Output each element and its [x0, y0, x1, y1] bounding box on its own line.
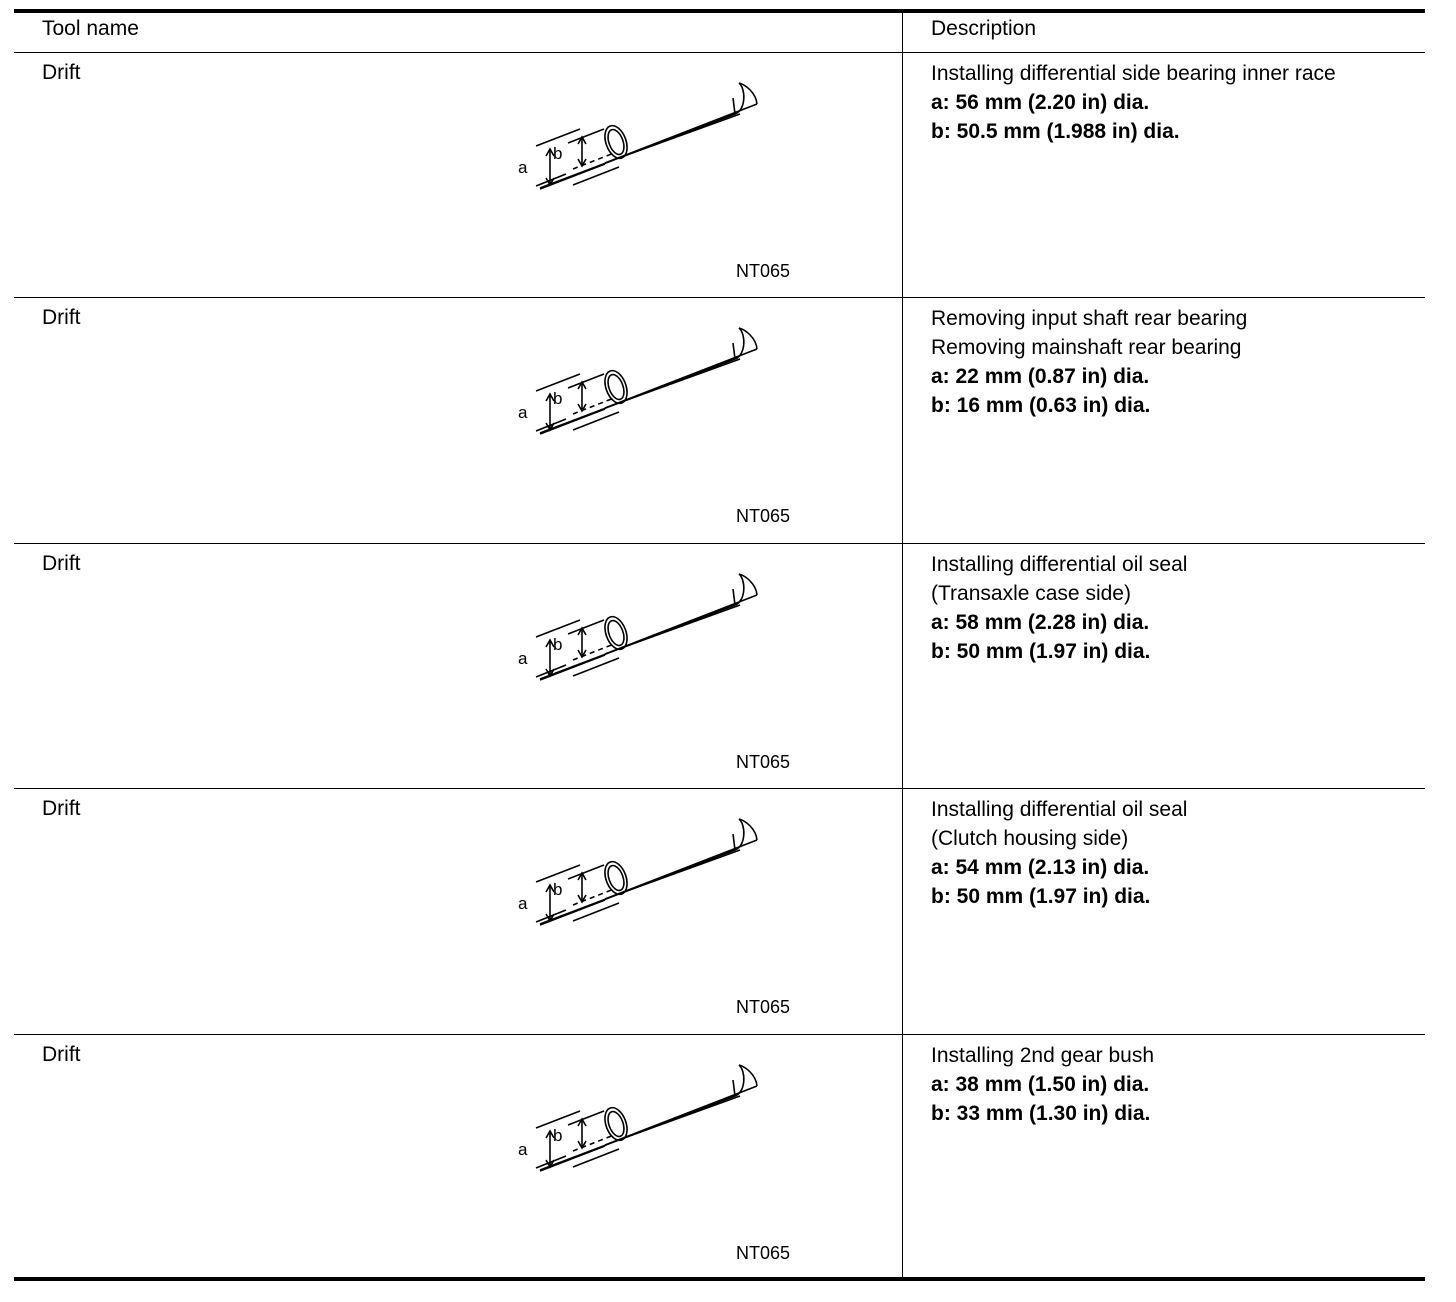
dimension-spec-line: a: 56 mm (2.20 in) dia.	[931, 91, 1150, 114]
dimension-a-label: a	[518, 1139, 528, 1159]
dimension-a-label: a	[518, 894, 528, 914]
header-description: Description	[931, 17, 1037, 40]
tool-name: Drift	[42, 1042, 81, 1066]
header-tool-name: Tool name	[42, 17, 139, 40]
table-row	[14, 789, 1425, 1034]
table-row	[14, 1035, 1425, 1280]
dimension-a-label: a	[518, 403, 528, 423]
dimension-b-label: b	[553, 144, 563, 163]
dimension-spec-line: a: 54 mm (2.13 in) dia.	[931, 856, 1150, 880]
tool-name: Drift	[42, 551, 81, 575]
table-row	[14, 298, 1425, 543]
figure-code: NT065	[736, 1242, 791, 1263]
dimension-spec-line: b: 50 mm (1.97 in) dia.	[931, 639, 1151, 663]
description-line: Removing input shaft rear bearing	[931, 307, 1248, 331]
tool-name: Drift	[42, 61, 81, 84]
description-line: Removing mainshaft rear bearing	[931, 336, 1242, 360]
figure-code: NT065	[736, 997, 791, 1018]
table-row	[14, 53, 1425, 298]
figure-code: NT065	[736, 261, 791, 281]
dimension-spec-line: b: 50 mm (1.97 in) dia.	[931, 885, 1151, 909]
table-bottom-rule	[14, 1277, 1425, 1281]
tool-name: Drift	[42, 306, 81, 330]
description-line: Installing differential oil seal	[931, 798, 1188, 822]
dimension-b-label: b	[553, 1125, 563, 1145]
dimension-spec-line: b: 16 mm (0.63 in) dia.	[931, 394, 1151, 418]
dimension-a-label: a	[518, 648, 528, 668]
description-line: Installing differential side bearing inner race	[931, 62, 1336, 85]
dimension-spec-line: a: 22 mm (0.87 in) dia.	[931, 365, 1150, 389]
table-top-rule	[14, 9, 1425, 13]
dimension-spec-line: b: 50.5 mm (1.988 in) dia.	[931, 120, 1180, 143]
dimension-b-label: b	[553, 880, 563, 900]
dimension-spec-line: b: 33 mm (1.30 in) dia.	[931, 1101, 1151, 1125]
dimension-b-label: b	[553, 389, 563, 409]
dimension-b-label: b	[553, 634, 563, 654]
dimension-a-label: a	[518, 158, 528, 177]
tool-description	[931, 304, 1411, 420]
description-line: (Transaxle case side)	[931, 581, 1131, 605]
figure-code: NT065	[736, 506, 791, 527]
description-line: Installing 2nd gear bush	[931, 1043, 1154, 1067]
tool-description	[931, 1041, 1411, 1128]
dimension-spec-line: a: 38 mm (1.50 in) dia.	[931, 1072, 1150, 1096]
description-line: (Clutch housing side)	[931, 827, 1129, 851]
tool-name: Drift	[42, 797, 81, 821]
dimension-spec-line: a: 58 mm (2.28 in) dia.	[931, 610, 1150, 634]
tool-description	[931, 795, 1411, 911]
description-line: Installing differential oil seal	[931, 552, 1188, 576]
tool-description	[931, 59, 1411, 146]
figure-code: NT065	[736, 751, 791, 772]
tool-description	[931, 550, 1411, 666]
table-row	[14, 544, 1425, 789]
